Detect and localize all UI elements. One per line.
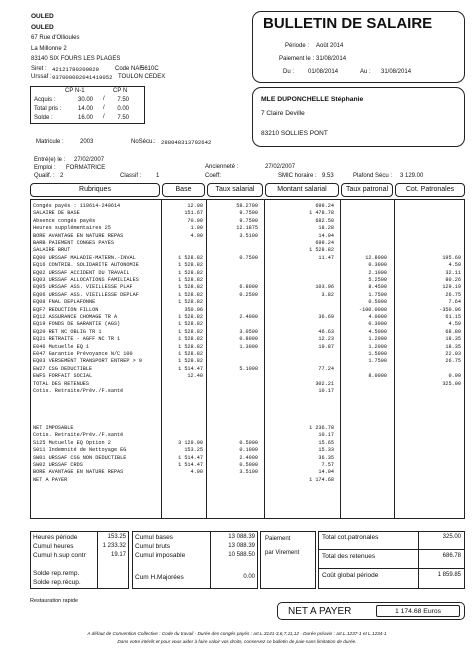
solde-rep-label: Solde rep.remp.	[33, 570, 80, 577]
table-row	[30, 344, 465, 351]
cell-montant-salarial: 12.23	[318, 336, 334, 343]
cell-taux-salarial: 2.4000	[239, 454, 258, 461]
nosecu-label: NoSécu.:	[131, 139, 156, 145]
cell-taux-patronal: 5.2500	[368, 277, 387, 283]
cell-rubrique: S125 Mutuelle EQ Option 2	[33, 439, 111, 446]
employee-city: 83210 SOLLIES PONT	[261, 130, 328, 137]
cell-base: 1 514.47	[178, 462, 203, 468]
employer-address-2: La Millonne 2	[31, 46, 67, 52]
cell-montant-salarial: 77.24	[318, 365, 334, 372]
col-header-taux-patronal: Taux patronal	[341, 183, 393, 197]
cell-taux-patronal: 1.5000	[368, 351, 387, 357]
qualif-value: 2	[60, 173, 64, 179]
cell-rubrique: EQ06 URSSAF ASS. VIEILLESSE DEPLAF	[33, 291, 139, 298]
cell-rubrique: SALAIRE DE BASE	[33, 210, 80, 217]
activity-note: Restauration rapide	[30, 598, 79, 604]
paiement-mode-label: Paiement	[265, 536, 291, 542]
cell-rubrique: BORE AVANTAGE EN NATURE REPAS	[33, 469, 124, 476]
leave-solde-label: Solde :	[34, 115, 53, 121]
cell-montant-salarial: 10.17	[318, 432, 334, 439]
table-row	[30, 366, 465, 373]
cell-rubrique: Cotis. Retraite/Prév./F.santé	[33, 388, 124, 394]
table-row	[30, 277, 465, 284]
cell-taux-salarial: 9.7500	[239, 217, 258, 224]
cell-taux-salarial: 3.5100	[239, 469, 258, 476]
table-row	[30, 284, 465, 291]
cell-montant-salarial: 699.24	[315, 240, 334, 246]
bulletin-title: BULLETIN DE SALAIRE	[263, 15, 433, 32]
cell-rubrique: Absence congés payés	[33, 217, 96, 224]
cell-montant-salarial: 302.21	[315, 380, 334, 387]
cumul-bases-value: 13 088.39	[228, 534, 255, 540]
totals-box	[318, 531, 465, 589]
cumul-hsup-label: Cumul h.sup contr	[33, 552, 86, 559]
cell-taux-patronal: 0.3000	[368, 262, 387, 269]
au-value: 31/08/2014	[381, 69, 412, 75]
table-row	[30, 240, 465, 247]
leave-slash-1: /	[103, 96, 105, 102]
cell-rubrique: Heures supplémentaires 25	[33, 225, 111, 232]
cell-cot-patronales: 18.35	[445, 336, 461, 343]
hours-box-divider	[97, 531, 98, 589]
cell-base: 3 129.00	[178, 439, 203, 446]
cell-taux-patronal: 4.0000	[368, 314, 387, 320]
emploi-value: FORMATRICE	[66, 165, 106, 171]
table-row	[30, 403, 465, 410]
plafond-value: 3 129.00	[400, 173, 424, 179]
cell-rubrique: EQ05 URSSAF ASS. VIEILLESSE PLAF	[33, 284, 133, 291]
cell-rubrique: EQ19 FONDS DE GARANTIE (AGS)	[33, 321, 121, 328]
cell-cot-patronales: 195.69	[442, 254, 461, 261]
leave-col-cpn: CP N	[113, 88, 128, 94]
cell-taux-salarial: 0.2500	[239, 291, 258, 298]
table-row	[30, 477, 465, 484]
cell-rubrique: EQ12 ASSURANCE CHOMAGE TR A	[33, 314, 118, 320]
cell-base: 12.40	[187, 373, 203, 380]
legal-mention-2: Dans votre intérêt et pour vous aider à faire valoir vos droits, conservez ce bulletin de paie sans limitation de durée.	[117, 639, 357, 644]
col-header-taux-salarial: Taux salarial	[207, 183, 263, 197]
table-row	[30, 447, 465, 454]
cell-cot-patronales: 129.19	[442, 284, 461, 291]
cell-base: 153.25	[184, 447, 203, 454]
cell-cot-patronales: 22.93	[445, 351, 461, 357]
employer-name-2: OULED	[31, 24, 54, 31]
cell-base: 1 528.82	[178, 343, 203, 350]
employee-name: MLE DUPONCHELLE Stéphanie	[261, 96, 364, 103]
legal-mention-1: A défaut de Convention Collective : Code du travail - Durée des congés payés : art.L.3141-3,6,7,11,12 - Durée préavis : art.L.1237-1 et L.1234-1	[87, 631, 387, 636]
urssaf-city: TOULON CEDEX	[118, 74, 166, 80]
leave-pris-n1: 14.00	[77, 106, 93, 112]
cell-taux-salarial: 6.8000	[239, 284, 258, 291]
cell-rubrique: EQ20 RET NC OBLIG TR 1	[33, 328, 102, 335]
cell-rubrique: EQF7 REDUCTION FILLON	[33, 306, 99, 313]
table-row	[30, 307, 465, 314]
table-row	[30, 270, 465, 277]
cell-taux-patronal: 4.5000	[368, 328, 387, 335]
cell-base: 1 528.82	[178, 321, 203, 328]
cell-montant-salarial: 1 528.82	[309, 247, 334, 254]
periode-value: Août 2014	[316, 43, 344, 49]
cell-taux-salarial: 3.0500	[239, 328, 258, 335]
cell-cot-patronales: 4.59	[448, 262, 461, 269]
cell-montant-salarial: 7.57	[321, 462, 334, 468]
naf-label: Code NAF:	[115, 66, 145, 72]
cumul-hmaj-label: Cum H.Majorées	[135, 574, 184, 581]
cell-taux-salarial: 12.1875	[236, 225, 258, 232]
cell-rubrique: EQ00 URSSAF MALADIE-MATERN.-INVAL	[33, 254, 136, 261]
table-row	[30, 292, 465, 299]
cell-taux-patronal: 2.1000	[368, 269, 387, 276]
leave-pris-label: Total pris :	[34, 106, 62, 112]
leave-box	[30, 86, 145, 124]
cell-taux-salarial: 0.5000	[239, 462, 258, 468]
cell-montant-salarial: 36.69	[318, 314, 334, 320]
cell-rubrique: BORE AVANTAGE EN NATURE REPAS	[33, 232, 124, 239]
cell-rubrique: BARB PAIEMENT CONGES PAYES	[33, 240, 114, 246]
paiement-mode-value: par Virement	[265, 550, 300, 556]
entree-label: Entré(e) le :	[34, 157, 66, 163]
du-value: 01/08/2014	[308, 69, 339, 75]
cell-taux-patronal: 1.7500	[368, 358, 387, 365]
cumul-bruts-value: 13 088.39	[228, 543, 255, 549]
cell-montant-salarial: 15.33	[318, 447, 334, 454]
au-label: Au :	[360, 69, 371, 75]
cell-base: 1 514.47	[178, 365, 203, 372]
cell-taux-salarial: 3.5100	[239, 232, 258, 239]
cell-taux-patronal: 0.3000	[368, 321, 387, 328]
cell-base: 1.00	[190, 225, 203, 232]
col-header-cot-patronales: Cot. Patronales	[395, 183, 465, 197]
hours-box	[30, 531, 129, 589]
cell-rubrique: E047 Garantie Prévoyance N/C 100	[33, 351, 133, 357]
cell-rubrique: S011 Indemnité de Nettoyage EG	[33, 447, 127, 454]
leave-pris-n: 0.00	[117, 106, 129, 112]
cell-taux-salarial: 1.3000	[239, 343, 258, 350]
cell-base: 1 528.82	[178, 314, 203, 320]
cell-base: 1 528.82	[178, 284, 203, 291]
cell-montant-salarial: 3.82	[321, 291, 334, 298]
table-row	[30, 455, 465, 462]
cell-montant-salarial: 19.87	[318, 343, 334, 350]
anciennete-label: Ancienneté :	[205, 164, 239, 170]
cell-rubrique: E046 Mutuelle EQ 1	[33, 343, 90, 350]
cell-rubrique: EW27 CSG DEDUCTIBLE	[33, 365, 93, 372]
totals-box-rule-2	[318, 568, 465, 569]
cell-taux-salarial: 9.7500	[239, 210, 258, 217]
periode-label: Période :	[285, 43, 310, 49]
cell-cot-patronales: -350.06	[439, 306, 461, 313]
table-row	[30, 233, 465, 240]
plafond-label: Plafond Sécu :	[353, 173, 393, 179]
total-cot-patr-label: Total cot.patronales	[322, 534, 379, 541]
table-row	[30, 432, 465, 439]
cell-base: 1 528.82	[178, 351, 203, 357]
cell-rubrique: Cotis. Retraite/Prév./F.santé	[33, 432, 124, 439]
cell-rubrique: SW02 URSSAF CRDS	[33, 462, 83, 468]
du-label: Du :	[283, 69, 295, 75]
total-cot-patr-value: 325.00	[442, 534, 461, 540]
cell-rubrique: NET IMPOSABLE	[33, 425, 74, 431]
table-row	[30, 440, 465, 447]
employer-city: 83140 SIX FOURS LES PLAGES	[31, 56, 121, 62]
cell-base: 1 528.82	[178, 336, 203, 343]
urssaf-label: Urssaf :	[31, 74, 52, 80]
entree-value: 27/02/2007	[74, 157, 105, 163]
cell-cot-patronales: 61.15	[445, 314, 461, 320]
heures-periode-label: Heures période	[33, 534, 78, 541]
cell-montant-salarial: 15.65	[318, 439, 334, 446]
cell-cot-patronales: 18.35	[445, 343, 461, 350]
cumul-imposable-value: 10 588.50	[228, 552, 255, 558]
table-row	[30, 418, 465, 425]
cell-cot-patronales: 7.64	[448, 299, 461, 306]
net-a-payer-box	[277, 602, 465, 620]
cell-rubrique: EQ03 URSSAF ALLOCATIONS FAMILIALES	[33, 277, 139, 283]
leave-solde-n: 7.50	[117, 115, 129, 121]
solde-rep-recup-label: Solde rep.récup.	[33, 579, 81, 586]
table-row	[30, 299, 465, 306]
employee-address-box	[252, 87, 465, 147]
total-retenues-label: Total des retenues	[322, 553, 376, 560]
table-row	[30, 351, 465, 358]
cell-montant-salarial: 1 478.78	[309, 210, 334, 217]
cell-taux-patronal: 8.4500	[368, 284, 387, 291]
cell-montant-salarial: 14.04	[318, 232, 334, 239]
cell-cot-patronales: 80.26	[445, 277, 461, 283]
net-a-payer-label: NET A PAYER	[288, 606, 352, 617]
cumul-bases-label: Cumul bases	[135, 534, 173, 541]
table-row	[30, 218, 465, 225]
leave-acquis-n: 7.50	[117, 97, 129, 103]
col-header-base: Base	[162, 183, 205, 197]
table-row	[30, 469, 465, 476]
table-row	[30, 381, 465, 388]
cell-taux-patronal: 0.5000	[368, 299, 387, 306]
cell-base: 1 528.82	[178, 277, 203, 283]
cell-base: 1 528.82	[178, 269, 203, 276]
cell-base: 350.06	[184, 306, 203, 313]
leave-slash-3: /	[103, 114, 105, 120]
cell-montant-salarial: 18.28	[318, 225, 334, 232]
nosecu-value: 288048313702642	[161, 139, 212, 146]
cumul-imposable-label: Cumul imposable	[135, 552, 186, 559]
emploi-label: Emploi :	[34, 165, 56, 171]
cell-montant-salarial: 1 174.68	[309, 476, 334, 483]
col-header-rubriques: Rubriques	[30, 183, 160, 197]
employer-name: OULED	[31, 13, 54, 20]
cell-rubrique: EQ08 FNAL DEPLAFONNE	[33, 299, 96, 306]
cell-rubrique: NET A PAYER	[33, 476, 68, 483]
cell-montant-salarial: 10.17	[318, 388, 334, 394]
matricule-value: 2003	[80, 139, 94, 145]
cell-montant-salarial: 682.50	[315, 217, 334, 224]
cell-rubrique: EQ21 RETRAITE - AGFF NC TR 1	[33, 336, 121, 343]
cell-cot-patronales: 325.00	[442, 380, 461, 387]
employee-street: 7 Claire Deville	[261, 110, 305, 117]
cell-cot-patronales: 4.59	[448, 321, 461, 328]
cell-montant-salarial: 46.63	[318, 328, 334, 335]
cumul-hmaj-value: 0.00	[243, 574, 255, 580]
cell-rubrique: Congés payés : 110614-240614	[33, 203, 121, 209]
table-row	[30, 255, 465, 262]
table-row	[30, 225, 465, 232]
table-row	[30, 203, 465, 210]
table-row	[30, 262, 465, 269]
cell-base: 1 528.82	[178, 254, 203, 261]
cell-montant-salarial: 11.47	[318, 254, 334, 261]
classif-value: 1	[156, 173, 160, 179]
cell-taux-patronal: 1.2000	[368, 343, 387, 350]
table-row	[30, 410, 465, 417]
cumul-box-divider	[210, 531, 211, 589]
table-row	[30, 247, 465, 254]
cell-montant-salarial: 36.35	[318, 454, 334, 461]
matricule-label: Matricule :	[36, 139, 64, 145]
employer-address-1: 67 Rue d'Ollioules	[31, 35, 80, 41]
cell-rubrique: TOTAL DES RETENUES	[33, 380, 90, 387]
totals-box-divider	[418, 531, 419, 589]
classif-label: Classif :	[120, 173, 142, 179]
cell-base: 4.00	[190, 232, 203, 239]
cell-taux-salarial: 5.1000	[239, 365, 258, 372]
siret-label: Siret :	[31, 66, 47, 72]
table-row	[30, 395, 465, 402]
cell-base: 1 528.82	[178, 328, 203, 335]
cell-taux-patronal: 1.7500	[368, 291, 387, 298]
cumul-box	[132, 531, 258, 589]
cell-cot-patronales: 26.75	[445, 358, 461, 365]
table-row	[30, 388, 465, 395]
cell-montant-salarial: 14.04	[318, 469, 334, 476]
cell-montant-salarial: 1 236.78	[309, 425, 334, 431]
paiement-value: 31/08/2014	[316, 56, 347, 62]
cumul-bruts-label: Cumul bruts	[135, 543, 171, 550]
cell-taux-patronal: 8.0000	[368, 373, 387, 380]
leave-col-cpn1: CP N-1	[65, 88, 85, 94]
leave-solde-n1: 16.00	[77, 115, 93, 121]
cell-rubrique: SW01 URSSAF CSG NON DEDUCTIBLE	[33, 454, 127, 461]
urssaf-value: 937000002041419052	[52, 74, 113, 81]
smic-value: 9.53	[322, 173, 334, 179]
leave-acquis-label: Acquis :	[34, 97, 56, 103]
cell-taux-salarial: 0.5000	[239, 439, 258, 446]
paiement-label: Paiement le :	[279, 56, 315, 62]
total-retenues-value: 686.78	[442, 553, 461, 559]
payment-mode-box	[260, 531, 316, 589]
cell-rubrique: EWFS FORFAIT SOCIAL	[33, 373, 93, 380]
coeff-label: Coeff:	[205, 173, 221, 179]
cell-base: 4.00	[190, 469, 203, 476]
cell-rubrique: SALAIRE BRUT	[33, 247, 71, 254]
net-a-payer-value: 1 174.68 Euros	[394, 608, 442, 615]
cell-base: 1 528.82	[178, 262, 203, 269]
cell-base: 1 528.82	[178, 358, 203, 365]
cell-rubrique: EQ02 URSSAF ACCIDENT DU TRAVAIL	[33, 269, 130, 276]
cell-taux-patronal: 1.2000	[368, 336, 387, 343]
cell-cot-patronales: 32.11	[445, 269, 461, 276]
cell-base: 1 528.82	[178, 299, 203, 306]
table-row	[30, 329, 465, 336]
cell-taux-salarial: 0.7500	[239, 254, 258, 261]
cell-rubrique: EQ16 CONTRIB. SOLIDARITE AUTONOMIE	[33, 262, 139, 269]
cumul-hsup-value: 19.17	[110, 552, 126, 558]
table-row	[30, 314, 465, 321]
cumul-heures-value: 1 233.32	[102, 543, 126, 549]
leave-acquis-n1: 30.00	[77, 97, 93, 103]
cell-base: 12.00	[187, 203, 203, 209]
cell-base: 1 514.47	[178, 454, 203, 461]
heures-periode-value: 153.25	[107, 534, 126, 540]
cout-global-label: Coût global période	[322, 572, 379, 579]
table-row	[30, 210, 465, 217]
cell-taux-salarial: 58.2700	[236, 203, 258, 209]
cell-base: 70.00	[187, 217, 203, 224]
siret-value: 42121780200020	[52, 66, 99, 73]
cell-base: 1 528.82	[178, 291, 203, 298]
table-row	[30, 358, 465, 365]
cumul-heures-label: Cumul heures	[33, 543, 74, 550]
col-header-montant-salarial: Montant salarial	[265, 183, 339, 197]
cell-montant-salarial: 699.24	[315, 203, 334, 209]
qualif-label: Qualif. :	[34, 173, 55, 179]
naf-value: 5610C	[141, 66, 159, 72]
bulletin-header-box	[252, 11, 465, 83]
cout-global-value: 1 859.85	[437, 572, 461, 578]
cell-rubrique: EQ03 VERSEMENT TRANSPORT ENTREP > 9	[33, 358, 142, 365]
cell-taux-salarial: 0.1000	[239, 447, 258, 454]
table-row	[30, 321, 465, 328]
cell-cot-patronales: 68.80	[445, 328, 461, 335]
table-row	[30, 336, 465, 343]
table-row	[30, 462, 465, 469]
cell-taux-patronal: -100.0000	[358, 306, 387, 313]
table-row	[30, 425, 465, 432]
cell-taux-patronal: 12.8000	[365, 254, 387, 261]
cell-base: 151.67	[184, 210, 203, 217]
cell-cot-patronales: 26.75	[445, 291, 461, 298]
anciennete-value: 27/02/2007	[265, 164, 296, 170]
smic-label: SMIC horaire :	[278, 173, 317, 179]
cell-taux-salarial: 2.4000	[239, 314, 258, 320]
cell-taux-salarial: 0.8000	[239, 336, 258, 343]
cell-montant-salarial: 103.96	[315, 284, 334, 291]
net-a-payer-value-box	[376, 605, 460, 617]
cell-cot-patronales: 0.99	[448, 373, 461, 380]
table-row	[30, 373, 465, 380]
totals-box-rule-1	[318, 549, 465, 550]
leave-slash-2: /	[103, 105, 105, 111]
